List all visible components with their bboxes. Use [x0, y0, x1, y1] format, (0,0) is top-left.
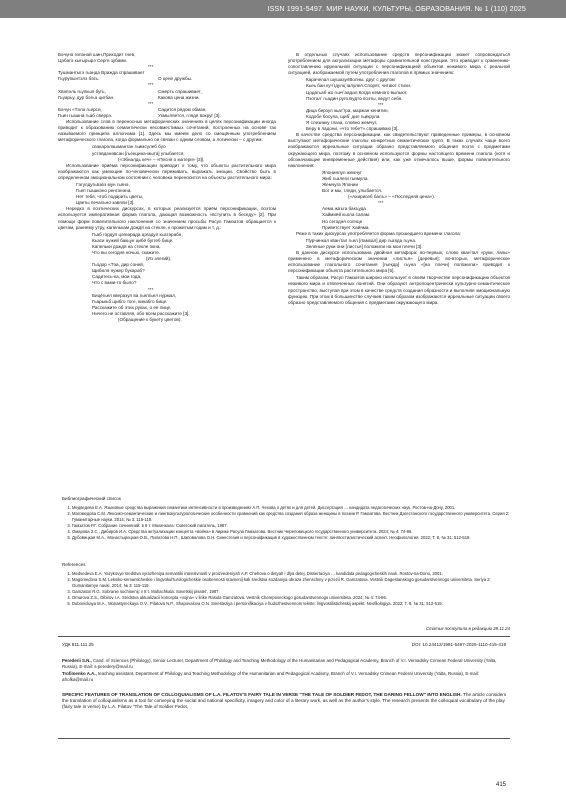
author-2-affiliation: teaching assistant, Department of Philology and Teaching Methodology of the Humanitarian and Pedagogical Academy, Branch of V.I. Vernadsky Crimean Federal University (Yalta, Russia), E-mail: afrofka@mail.ru — [62, 670, 479, 682]
reference-item: 5. Dubovickaya M.A., Monastyreckaya O.V., Pilatova N.P., Shapovalova O.N. Sinesteziya i personifikaciya v hudozhestvennom tekste: lingvostilisticheskij aspekt. Neofilologiya. 2022; T. 8, № 31: 512-519. — [72, 601, 510, 607]
verse-line: Япониялул жемчуг — [322, 169, 362, 175]
paragraph: В отдельных случаях использование средств персонификации может сопровождаться употреблением для актуализации метафоры сравнительной конструкции. Это приводит к сравнению-сопоставлению ирреальной ситуации с персонификацией объектов неживого мира с реальной ситуацией, изображаемой путем употребления глаголов в прямых значениях: — [288, 52, 510, 76]
paragraph: Таким образом, Расул Гамзатов широко использует в своём творчестве персонификацию объектов неживого мира и отвлеченных понятий. Они образуют антропоцентрически культурно-семантическое пространство, выступая при этом в качестве средств создания образности и выполняя эмоциональную функцию. При этом в большинстве случаев таким образом изображаются ирреальные ситуации своего образно представляемого общения с предметами окружающего мира. — [288, 275, 510, 305]
paragraph: Реже в таких дискурсах употребляется форма прошедшего времени глагола: — [296, 230, 462, 236]
verse-line: Карачелал шушазулВолны, друг с другом — [306, 77, 395, 83]
divider — [58, 636, 510, 637]
verse-line: Цветы печально завяли [3]. — [76, 200, 135, 206]
left-column — [58, 52, 276, 323]
author-2-name: Trofimenko A.A., — [62, 670, 97, 676]
verse-line: Приветствует Хайяма. — [322, 224, 370, 230]
verse-line: Гьарькьб щибго тоге, кинабго бице. — [92, 298, 168, 304]
verse-line: Что вы сегодня ночью, скажите. — [92, 250, 161, 255]
stanza-separator: *** — [148, 82, 154, 88]
udk-code: УДК 811.111.25 — [62, 642, 94, 647]
verse-line: Жиб гьалеги гьимула. — [322, 175, 369, 181]
verse-line: Я слезинку глаза, словно жемчуг, — [306, 120, 378, 126]
verse-line: устәвдәнәвсан [гьенцина-мыта] улыбается. — [92, 150, 185, 156]
verse-line: Гӏурчинкал кванʼӀал гьел [гӏамхал] дир гьаҡда гьуна. — [306, 237, 417, 243]
authors-block — [62, 658, 510, 684]
author-1-affiliation: Cand. of Sciences (Philology), Senior Lecturer, Department of Philology and Teaching Methodology of the Humanitarian and Pedagogical Academy, Branch of V.I. Vernadsky Crimean Federal University (Yalta, Russia), E-mail: s-peredery@mail.ru — [62, 658, 497, 669]
verse-line: Тушмантыгэ гьанда Вражда спрашивает — [58, 70, 145, 76]
verse-line: Капельки дождя на стекле окна, — [92, 243, 161, 249]
verse-line: Зеленые руки они [листья] положили на мои плечи [3]. — [306, 243, 423, 249]
doi: DOI: 10.24412/1991-5497-2025-1110-415-419 — [411, 642, 506, 647]
bibliography-title: Библиографический список — [62, 496, 121, 501]
verse-translation: О цене дружбы. — [158, 76, 193, 82]
article-title-bold: SPECIFIC FEATURES OF TRANSLATION OF COLLOQUIALISMS OF L.A. FILATOV'S FAIRY TALE IN VERSE "THE TALE OF SOLDIER FEDOT, THE DARING FELLOW" INTO ENGLISH. — [62, 692, 462, 697]
verse-line: Гьеп гьашкәно ренгәнәна. — [76, 188, 132, 194]
verse-line: Цодагьаб жо гьечʼаадал,Когда немного выпьют, — [306, 89, 408, 95]
verse-line: Щибилә нужер букараб? — [92, 268, 145, 274]
verse-line: Бице́гьел кверазул ва гьелгьел нурмал, — [92, 292, 177, 298]
verse-line: Что с вами-то было? — [92, 280, 137, 286]
verse-line: Бәчүнә гөләнәй шин,Приходит гнев, — [58, 52, 136, 57]
bibliography-list — [58, 505, 510, 542]
reference-item: 4. Омарова З.С., Дибиров И.А. Средства актуализации концепта «война» в лирике Расула Гамзатова. Вестник Череповецкого государственного университета. 2024; № 4: 74-86. — [72, 529, 510, 535]
references-title: References — [62, 562, 86, 567]
verse-translation: Ухмыляется, глядя вокруг [3]. — [158, 112, 221, 118]
stanza-separator: *** — [378, 101, 384, 107]
verse-line: Кьаси нужей бакьун цибе́ буггеб бице. — [92, 237, 174, 243]
reference-item: 2. Магомедова С.М. Лексико-семантические и лингвокультурологические особенности сравнений как средства создания образа женщины в поэзии Р. Гамзатова. Вестник Дагестанского государственного университета. Серия 2: Гуманитарные науки. 2014; № 3: 115-119. — [72, 511, 510, 522]
verse-line: Но сегодня солнце — [322, 218, 363, 224]
article-abstract: The article considers the translation of colloquialisms as a tool for conveying the social and national specificity, imagery and color of a literary work, as well as the author's style. The research presents the colloquial vocabulary of the play (fairy tale in verse) by L.A. Filatov "The Tale of Soldier Fedot, — [62, 692, 507, 710]
verse-line: Расскажите об этих руках, о ее лице, — [92, 304, 172, 310]
verse-line: Пзоталʼ гьадин руго.Будто поэты, ведут себя. — [306, 95, 403, 101]
verse-line: («Эбналдь кеч» – «Песня о матери» [3]). — [118, 156, 205, 162]
verse-line: Хаймиёй кьола салам. — [322, 212, 371, 218]
verse-line: Кодобе босула, щибʼ дил гьикрула. — [306, 113, 381, 119]
paragraph: Использование слов в переносных метафорических значениях в целях персонификации иногда приводит к образованию семантически несовместимых сочетаний, построенных на основе так называемого принципа аллогизма [1]. Здесь мы имеем дело со смещённым употреблением метафорического глагола, когда формально он связан с одним словом, а логически – с другим: — [58, 119, 276, 143]
journal-header: ISSN 1991-5497. МИР НАУКИ, КУЛЬТУРЫ, ОБРАЗОВАНИЯ. № 1 (110) 2025 — [267, 4, 526, 13]
right-column — [288, 52, 510, 307]
page-number: 415 — [495, 782, 506, 788]
verse-original: Гьуарьу, дур бәгьә цигбан. — [58, 94, 115, 100]
verse-original: Гьурупынтэлэ бәгь. — [58, 76, 100, 82]
verse-line: Цәбәгә кыгырырэ Сергя зубами. — [58, 58, 128, 64]
verse-line: Аема жаъга бакъуда — [322, 206, 366, 212]
verse-line: Дица берзул кьатʼ!ра, маржан кенитин, — [306, 107, 389, 113]
verse-translation: Какова цена жизни. — [158, 94, 200, 100]
verse-line: Беру в ладони, «что тебе?» спрашиваю [3]. — [306, 126, 399, 132]
reference-item: 5. Дубовицкая М.А., Монастырецкая О.В., Пилатова Н.П., Шаповалова О.Н. Синестезия и персонификация в художественном тексте: лингвостилистический аспект. Неофилология. 2022; Т. 8, № 31: 512-519. — [72, 535, 510, 541]
references-list — [58, 571, 510, 608]
header-bar — [0, 0, 566, 18]
verse-line: Гьаб гордул цә!еарада цә!адул кьатәрабн, — [92, 231, 183, 237]
verse-line: Кьеь бан кучʼӀдулцʼӀалулел.Спорят, читают стихи. — [306, 83, 412, 89]
verse-line: Садитесь-ка, мои года, — [92, 274, 142, 280]
paragraph: В данном дискурсе использована двойная метафора: во-первых, слово кванʼӀал «руки, лапы» применено в метафорическом значении «листья» [деревья]; во-вторых, метафорическое использование глагольного сочетания [гьекда] гьуна «[на плечи] положили» приводит к персонификации объекта растительного мира [5]. — [288, 250, 510, 274]
verse-line: Жемчуга Японии — [322, 181, 359, 187]
stanza-separator: *** — [148, 64, 154, 70]
reference-item: 3. Гамзатов Р.Г. Собрание сочинений: в 8 т. Махачкала: Советский писатель, 1987. — [72, 523, 510, 529]
divider — [58, 738, 510, 739]
reference-item: 1. Медведева Е.А. Языковые средства выражения семантики интенсивности в произведениях А.П. Чехова о детях и для детей. Диссертация … кандидата педагогических наук. Ростов-на-Дону, 2001. — [72, 505, 510, 511]
reference-item: 2. Magomedova S.M. Leksiko-semanticheskie i lingvokul'turologicheskie osobennosti sravnenij kak sredstva sozdaniya obraza zhenschiny v po'ezii R. Gamzatova. Vestnik Dagestanskogo gosudarstvennogo universiteta. Seriya 2: Gumanitarnye nauki. 2014; № 3: 115-119. — [72, 577, 510, 588]
reference-item: 3. Gamzatov R.G. Sobranie sochinenij: v 8 t. Mahachkala: Sovetskij pisatel', 1987. — [72, 589, 510, 595]
received-date: Статья поступила в редакцию 28.11.24 — [425, 626, 510, 631]
paragraph: Нередко в поэтических дискурсах, в которых реализуется приём персонификации, поэтом используется императивная форма глагола, дающая возможность «вступить в беседу» [2]. При помощи форм повелительного наклонения со значением просьбы Расул Гамзатов обращается к цветам, раннему утру, капелькам дождя на стекле, к прожитым годам и т. д.: — [58, 206, 276, 230]
verse-translation: Смерть спрашивает, — [158, 88, 202, 94]
stanza-separator: *** — [378, 200, 384, 206]
verse-line: (Из элегий). — [146, 256, 172, 262]
verse-line: («Ахирисеб балъ» – «Последняя цена»). — [348, 194, 436, 200]
article-title — [62, 692, 510, 711]
paragraph: Использование приёма персонификации приводит к тому, что объекты растительного мира изображаются как умеющие по-человечески переживать, выражать эмоции. Свойство быть в определенном эмоциональном состоянии с человека переносится на объекты растительного мира: — [58, 162, 276, 180]
author-1-name: Perederii S.N., — [62, 658, 92, 663]
verse-line: свәкарәләшмантан гьимсүлеб бүо — [92, 144, 166, 150]
verse-line: Гьодор «Тәа, дир соней, — [92, 262, 145, 268]
stanza-separator: *** — [148, 286, 154, 292]
verse-line: Ничего не оставляя, обо всем расскажите [3]. — [92, 310, 190, 316]
stanza-separator: *** — [148, 100, 154, 106]
verse-line: (Обращение к букету цветов). — [118, 317, 182, 323]
verse-line: Нет тебя, чтоб подарить цветы, — [76, 194, 144, 200]
author-2 — [62, 671, 510, 683]
verse-translation: Садится рядом обман, — [158, 106, 207, 112]
verse-original: Хвәпәль гьупкыл бугь, — [58, 88, 106, 94]
verse-original: Бәчүн «Тәлә гьерси, — [58, 106, 102, 112]
verse-line: Гәгулдугьвэвэ мун гьянә, — [76, 181, 130, 187]
reference-item: 1. Medvedeva E.A. Yazykovye sredstva vyrazheniya semantiki intensivnosti v proizvedeniyah A.P. Chehova o detyah i dlya detej. Dissertaciya … kandidata pedagogicheskih nauk. Rostov-na-Donu, 2001. — [72, 571, 510, 577]
paragraph: В качестве средства персонификации, как свидетельствуют приведенные примеры, в основном выступают метафорические глаголы конкретных семантических групп. В таких случаях чаще всего изображаются ирреальные ситуации образно представляемого общения поэта с предметами окружающего мира, поэтому в основном используются формы настоящего времени глагола (хотя и обозначающие вневременные действия) или, как уже отмечалось выше, формы повелительного наклонения: — [288, 132, 510, 168]
verse-original: Гьин гьашна гьаб сверрэ. — [58, 112, 113, 118]
author-1 — [62, 658, 510, 670]
reference-item: 4. Omarova Z.S., Dibirov I.A. Sredstva aktualizacii koncepta «vojna» v lirike Rasula Gamzatova. Vestnik Cherepoveckogo gosudarstvennogo universiteta. 2024; № 4: 74-86. — [72, 595, 510, 601]
verse-line: Вот и мы, гляди, улыбается. — [322, 188, 383, 194]
